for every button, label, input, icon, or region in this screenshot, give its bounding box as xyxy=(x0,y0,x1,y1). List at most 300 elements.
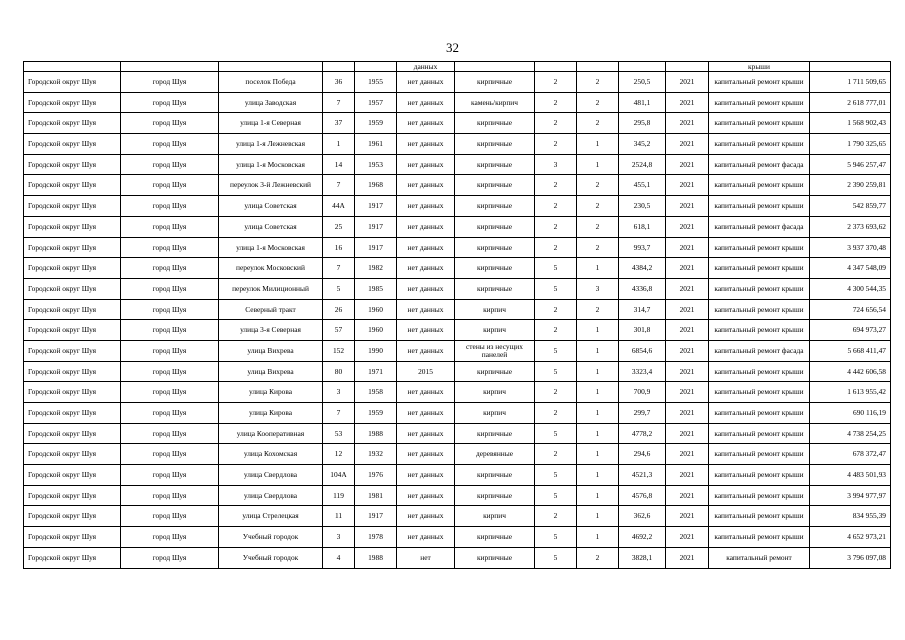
cell-house: 80 xyxy=(323,361,355,382)
cell-street: улица Советская xyxy=(219,216,323,237)
cell-street: Северный тракт xyxy=(219,299,323,320)
cell-okrug: Городской округ Шуя xyxy=(24,278,121,299)
cell-work-type: капитальный ремонт крыши xyxy=(709,506,810,527)
cell-last-repair: нет данных xyxy=(397,382,455,403)
cell-house: 57 xyxy=(323,320,355,341)
cell-entrances: 1 xyxy=(577,361,619,382)
cell-okrug: Городской округ Шуя xyxy=(24,175,121,196)
cell-street: улица Кирова xyxy=(219,403,323,424)
cell-cost: 834 955,39 xyxy=(810,506,891,527)
cell-wall-material: кирпичные xyxy=(455,361,535,382)
cell-wall-material: кирпичные xyxy=(455,216,535,237)
table-row xyxy=(24,506,891,527)
cell-cost: 1 790 325,65 xyxy=(810,134,891,155)
cell-wall-material: кирпичные xyxy=(455,154,535,175)
table-row xyxy=(24,465,891,486)
cell-street: улица Свердлова xyxy=(219,465,323,486)
cell-planned-year: 2021 xyxy=(666,299,709,320)
cell-area: 250,5 xyxy=(619,72,666,93)
cell-okrug: Городской округ Шуя xyxy=(24,320,121,341)
cell-work-type: капитальный ремонт крыши xyxy=(709,134,810,155)
cell-floors: 5 xyxy=(535,485,577,506)
cell-street: улица Советская xyxy=(219,196,323,217)
cell-okrug: Городской округ Шуя xyxy=(24,237,121,258)
cell-okrug: Городской округ Шуя xyxy=(24,216,121,237)
cell-settlement: город Шуя xyxy=(121,196,219,217)
cell-floors: 2 xyxy=(535,196,577,217)
cell-floors: 5 xyxy=(535,527,577,548)
cell-planned-year: 2021 xyxy=(666,403,709,424)
cell-work-type: капитальный ремонт крыши xyxy=(709,299,810,320)
cell-floors: 5 xyxy=(535,340,577,361)
cell-last-repair: нет данных xyxy=(397,423,455,444)
cell-planned-year: 2021 xyxy=(666,237,709,258)
cell-okrug: Городской округ Шуя xyxy=(24,465,121,486)
cell-cost: 542 859,77 xyxy=(810,196,891,217)
cell-planned-year: 2021 xyxy=(666,527,709,548)
cell-area: 4576,8 xyxy=(619,485,666,506)
cell-wall-material: кирпичные xyxy=(455,527,535,548)
cell-wall-material: стены из несущих панелей xyxy=(455,340,535,361)
cell-area: 362,6 xyxy=(619,506,666,527)
cell-work-type: капитальный ремонт крыши xyxy=(709,382,810,403)
cell-planned-year: 2021 xyxy=(666,92,709,113)
cell-planned-year: 2021 xyxy=(666,382,709,403)
cell-floors: 2 xyxy=(535,444,577,465)
cell-floors: 5 xyxy=(535,465,577,486)
cell-settlement: город Шуя xyxy=(121,278,219,299)
table-row xyxy=(24,382,891,403)
cell-planned-year: 2021 xyxy=(666,485,709,506)
cell-entrances: 2 xyxy=(577,113,619,134)
cell-settlement: город Шуя xyxy=(121,134,219,155)
cell-year-built: 1917 xyxy=(355,506,397,527)
cell-floors: 5 xyxy=(535,361,577,382)
cell-entrances: 1 xyxy=(577,258,619,279)
cell-settlement: город Шуя xyxy=(121,444,219,465)
cell-street: улица Кохомская xyxy=(219,444,323,465)
cell-floors: 2 xyxy=(535,320,577,341)
cell-year-built: 1917 xyxy=(355,196,397,217)
cell-wall-material: кирпич xyxy=(455,320,535,341)
cell-planned-year: 2021 xyxy=(666,547,709,568)
table-row xyxy=(24,361,891,382)
cell-street: Учебный городок xyxy=(219,527,323,548)
cell-wall-material: кирпичные xyxy=(455,465,535,486)
table-row xyxy=(24,113,891,134)
cell-cost: 2 390 259,81 xyxy=(810,175,891,196)
cell-cost: 4 442 606,58 xyxy=(810,361,891,382)
cell-work-type: капитальный ремонт крыши xyxy=(709,196,810,217)
cell-planned-year: 2021 xyxy=(666,72,709,93)
cell-floors: 2 xyxy=(535,113,577,134)
cell-work-type: капитальный ремонт крыши xyxy=(709,278,810,299)
cell-okrug: Городской округ Шуя xyxy=(24,444,121,465)
cell-okrug: Городской округ Шуя xyxy=(24,154,121,175)
cell-area: 4336,8 xyxy=(619,278,666,299)
table-row xyxy=(24,547,891,568)
cell-settlement: город Шуя xyxy=(121,506,219,527)
cell-settlement: город Шуя xyxy=(121,547,219,568)
cell-last-repair: нет данных xyxy=(397,154,455,175)
table-row xyxy=(24,154,891,175)
table-row xyxy=(24,444,891,465)
cell-settlement: город Шуя xyxy=(121,216,219,237)
table-row xyxy=(24,72,891,93)
cell-street: улица 1-я Московская xyxy=(219,237,323,258)
continuation-row xyxy=(24,62,891,72)
cell-planned-year: 2021 xyxy=(666,175,709,196)
cell-cost: 4 738 254,25 xyxy=(810,423,891,444)
cell-work-type: капитальный ремонт крыши xyxy=(709,444,810,465)
cell-area: 455,1 xyxy=(619,175,666,196)
cell-year-built: 1961 xyxy=(355,134,397,155)
cell-house: 36 xyxy=(323,72,355,93)
cell-year-built: 1955 xyxy=(355,72,397,93)
cell-last-repair: 2015 xyxy=(397,361,455,382)
cell-last-repair: нет данных xyxy=(397,299,455,320)
cell-street: переулок Милиционный xyxy=(219,278,323,299)
cell-house: 26 xyxy=(323,299,355,320)
cell-year-built: 1976 xyxy=(355,465,397,486)
cell-settlement: город Шуя xyxy=(121,320,219,341)
cell-settlement: город Шуя xyxy=(121,382,219,403)
table-row xyxy=(24,527,891,548)
cell-year-built: 1917 xyxy=(355,237,397,258)
cell-planned-year: 2021 xyxy=(666,444,709,465)
cell-street: переулок 3-й Лежневский xyxy=(219,175,323,196)
cell-floors: 5 xyxy=(535,278,577,299)
cell-house: 14 xyxy=(323,154,355,175)
cell-planned-year: 2021 xyxy=(666,196,709,217)
cell-settlement: город Шуя xyxy=(121,340,219,361)
cell-house: 3 xyxy=(323,527,355,548)
cell-material: данных xyxy=(397,62,455,72)
cell-house: 16 xyxy=(323,237,355,258)
table-row xyxy=(24,175,891,196)
cell-wall-material: деревянные xyxy=(455,444,535,465)
cell-work-type: капитальный ремонт крыши xyxy=(709,237,810,258)
cell-cost: 694 973,27 xyxy=(810,320,891,341)
cell-year-built: 1953 xyxy=(355,154,397,175)
cell-cost: 3 994 977,97 xyxy=(810,485,891,506)
cell-street: улица Вихрева xyxy=(219,361,323,382)
cell-area: 294,6 xyxy=(619,444,666,465)
cell-entrances: 1 xyxy=(577,403,619,424)
cell-planned-year: 2021 xyxy=(666,278,709,299)
cell-settlement: город Шуя xyxy=(121,113,219,134)
cell-cost: 1 613 955,42 xyxy=(810,382,891,403)
cell-area: 3828,1 xyxy=(619,547,666,568)
cell-house: 44А xyxy=(323,196,355,217)
cell-year-built: 1971 xyxy=(355,361,397,382)
cell-area: 4384,2 xyxy=(619,258,666,279)
cell-area: 4692,2 xyxy=(619,527,666,548)
cell-okrug: Городской округ Шуя xyxy=(24,113,121,134)
cell-area: 993,7 xyxy=(619,237,666,258)
cell-settlement: город Шуя xyxy=(121,72,219,93)
table-row xyxy=(24,134,891,155)
cell-planned-year: 2021 xyxy=(666,465,709,486)
cell-house: 7 xyxy=(323,92,355,113)
cell-entrances: 2 xyxy=(577,547,619,568)
cell-last-repair: нет данных xyxy=(397,216,455,237)
cell-last-repair: нет данных xyxy=(397,175,455,196)
table-row xyxy=(24,423,891,444)
cell-cost: 4 300 544,35 xyxy=(810,278,891,299)
cell-floors: 2 xyxy=(535,72,577,93)
cell-year-built: 1988 xyxy=(355,423,397,444)
cell-house: 37 xyxy=(323,113,355,134)
cell-floors: 2 xyxy=(535,403,577,424)
cell-area: 301,8 xyxy=(619,320,666,341)
cell-cost: 724 656,54 xyxy=(810,299,891,320)
cell-work-type: капитальный ремонт крыши xyxy=(709,258,810,279)
cell-cost: 1 711 509,65 xyxy=(810,72,891,93)
cell-okrug: Городской округ Шуя xyxy=(24,340,121,361)
cell-floors: 2 xyxy=(535,175,577,196)
table-row xyxy=(24,320,891,341)
cell-planned-year: 2021 xyxy=(666,216,709,237)
cell-house: 7 xyxy=(323,403,355,424)
cell-house: 25 xyxy=(323,216,355,237)
cell-floors: 2 xyxy=(535,299,577,320)
cell-cost: 5 946 257,47 xyxy=(810,154,891,175)
cell-settlement: город Шуя xyxy=(121,175,219,196)
cell-street: переулок Московский xyxy=(219,258,323,279)
cell-street: улица Заводская xyxy=(219,92,323,113)
cell-entrances: 1 xyxy=(577,340,619,361)
cell-entrances: 3 xyxy=(577,278,619,299)
cell-house: 152 xyxy=(323,340,355,361)
cell-last-repair: нет данных xyxy=(397,320,455,341)
cell-wall-material: кирпичные xyxy=(455,278,535,299)
cell-wall-material: кирпич xyxy=(455,299,535,320)
cell-cost: 4 483 501,93 xyxy=(810,465,891,486)
cell-entrances: 1 xyxy=(577,465,619,486)
cell-floors: 5 xyxy=(535,547,577,568)
cell-last-repair: нет данных xyxy=(397,72,455,93)
cell-year-built: 1917 xyxy=(355,216,397,237)
cell-okrug: Городской округ Шуя xyxy=(24,382,121,403)
cell-year-built: 1932 xyxy=(355,444,397,465)
cell-year-built: 1958 xyxy=(355,382,397,403)
cell-year-built: 1978 xyxy=(355,527,397,548)
cell-okrug: Городской округ Шуя xyxy=(24,527,121,548)
cell-settlement: город Шуя xyxy=(121,258,219,279)
cell-wall-material: кирпичные xyxy=(455,485,535,506)
cell-floors: 5 xyxy=(535,258,577,279)
cell-entrances: 2 xyxy=(577,299,619,320)
cell-wall-material: кирпич xyxy=(455,403,535,424)
cell-cost: 2 373 693,62 xyxy=(810,216,891,237)
cell-year-built: 1985 xyxy=(355,278,397,299)
cell-last-repair: нет данных xyxy=(397,196,455,217)
cell-area: 295,8 xyxy=(619,113,666,134)
cell-floors: 2 xyxy=(535,506,577,527)
cell-work-type: капитальный ремонт крыши xyxy=(709,423,810,444)
cell-entrances: 1 xyxy=(577,485,619,506)
cell-entrances: 2 xyxy=(577,175,619,196)
cell-wall-material: кирпичные xyxy=(455,237,535,258)
cell-okrug: Городской округ Шуя xyxy=(24,72,121,93)
cell-entrances: 1 xyxy=(577,154,619,175)
cell-settlement: город Шуя xyxy=(121,423,219,444)
cell-last-repair: нет xyxy=(397,547,455,568)
cell-wall-material: кирпичные xyxy=(455,258,535,279)
cell-okrug: Городской округ Шуя xyxy=(24,403,121,424)
cell-floors: 2 xyxy=(535,382,577,403)
cell-planned-year: 2021 xyxy=(666,134,709,155)
cell-floors: 2 xyxy=(535,134,577,155)
cell-area: 3323,4 xyxy=(619,361,666,382)
cell-okrug: Городской округ Шуя xyxy=(24,92,121,113)
cell-cost: 690 116,19 xyxy=(810,403,891,424)
cell-street: улица 1-я Московская xyxy=(219,154,323,175)
cell-year-built: 1968 xyxy=(355,175,397,196)
cell-last-repair: нет данных xyxy=(397,527,455,548)
cell-okrug: Городской округ Шуя xyxy=(24,423,121,444)
cell-house: 12 xyxy=(323,444,355,465)
cell-work-type: капитальный ремонт фасада xyxy=(709,154,810,175)
cell-work-type: капитальный ремонт крыши xyxy=(709,361,810,382)
cell-planned-year: 2021 xyxy=(666,154,709,175)
cell-street: улица Кооперативная xyxy=(219,423,323,444)
cell-okrug: Городской округ Шуя xyxy=(24,506,121,527)
cell-settlement: город Шуя xyxy=(121,154,219,175)
cell-area: 481,1 xyxy=(619,92,666,113)
cell-last-repair: нет данных xyxy=(397,403,455,424)
cell-okrug: Городской округ Шуя xyxy=(24,485,121,506)
cell-planned-year: 2021 xyxy=(666,423,709,444)
cell-area: 700,9 xyxy=(619,382,666,403)
table-row xyxy=(24,216,891,237)
cell-cost: 2 618 777,01 xyxy=(810,92,891,113)
cell-entrances: 1 xyxy=(577,444,619,465)
cell-area: 618,1 xyxy=(619,216,666,237)
cell-work-type: капитальный ремонт крыши xyxy=(709,485,810,506)
cell-wall-material: кирпичные xyxy=(455,175,535,196)
cell-last-repair: нет данных xyxy=(397,444,455,465)
cell-wall-material: кирпич xyxy=(455,382,535,403)
cell-okrug: Городской округ Шуя xyxy=(24,361,121,382)
cell-area: 6854,6 xyxy=(619,340,666,361)
cell-last-repair: нет данных xyxy=(397,237,455,258)
cell-street: улица Стрелецкая xyxy=(219,506,323,527)
cell-house: 119 xyxy=(323,485,355,506)
cell-entrances: 2 xyxy=(577,92,619,113)
cell-street: улица 1-я Северная xyxy=(219,113,323,134)
page-number: 32 xyxy=(446,40,459,55)
cell-settlement: город Шуя xyxy=(121,465,219,486)
cell-last-repair: нет данных xyxy=(397,278,455,299)
cell-last-repair: нет данных xyxy=(397,465,455,486)
cell-street: улица 1-я Лежневская xyxy=(219,134,323,155)
cell-entrances: 1 xyxy=(577,320,619,341)
cell-last-repair: нет данных xyxy=(397,113,455,134)
cell-cost: 3 937 370,48 xyxy=(810,237,891,258)
cell-settlement: город Шуя xyxy=(121,237,219,258)
cell-last-repair: нет данных xyxy=(397,485,455,506)
cell-settlement: город Шуя xyxy=(121,299,219,320)
cell-house: 3 xyxy=(323,382,355,403)
table-row xyxy=(24,403,891,424)
cell-house: 7 xyxy=(323,258,355,279)
cell-year-built: 1959 xyxy=(355,113,397,134)
cell-last-repair: нет данных xyxy=(397,258,455,279)
cell-work-type: капитальный ремонт xyxy=(709,547,810,568)
cell-street: поселок Победа xyxy=(219,72,323,93)
table-row xyxy=(24,258,891,279)
cell-area: 345,2 xyxy=(619,134,666,155)
cell-area: 314,7 xyxy=(619,299,666,320)
cell-area: 230,5 xyxy=(619,196,666,217)
cell-year-built: 1988 xyxy=(355,547,397,568)
cell-work-type: капитальный ремонт крыши xyxy=(709,113,810,134)
cell-house: 4 xyxy=(323,547,355,568)
cell-street: улица Вихрева xyxy=(219,340,323,361)
cell-house: 53 xyxy=(323,423,355,444)
cell-work-type: капитальный ремонт крыши xyxy=(709,72,810,93)
cell-work-type: капитальный ремонт крыши xyxy=(709,92,810,113)
cell-cost: 3 796 097,08 xyxy=(810,547,891,568)
cell-last-repair: нет данных xyxy=(397,340,455,361)
cell-house: 5 xyxy=(323,278,355,299)
cell-entrances: 2 xyxy=(577,196,619,217)
cell-year-built: 1957 xyxy=(355,92,397,113)
cell-last-repair: нет данных xyxy=(397,506,455,527)
cell-work-type: капитальный ремонт крыши xyxy=(709,465,810,486)
cell-work-type: капитальный ремонт фасада xyxy=(709,216,810,237)
cell-cost: 678 372,47 xyxy=(810,444,891,465)
cell-area: 4778,2 xyxy=(619,423,666,444)
table-row xyxy=(24,299,891,320)
cell-planned-year: 2021 xyxy=(666,258,709,279)
cell-house: 7 xyxy=(323,175,355,196)
cell-cost: 4 652 973,21 xyxy=(810,527,891,548)
cell-work: крыши xyxy=(709,62,810,72)
cell-year-built: 1981 xyxy=(355,485,397,506)
cell-wall-material: камень/кирпич xyxy=(455,92,535,113)
cell-entrances: 2 xyxy=(577,237,619,258)
cell-wall-material: кирпичные xyxy=(455,196,535,217)
cell-okrug: Городской округ Шуя xyxy=(24,196,121,217)
table-row xyxy=(24,92,891,113)
cell-work-type: капитальный ремонт крыши xyxy=(709,527,810,548)
cell-floors: 3 xyxy=(535,154,577,175)
cell-wall-material: кирпич xyxy=(455,506,535,527)
cell-area: 2524,8 xyxy=(619,154,666,175)
cell-wall-material: кирпичные xyxy=(455,113,535,134)
cell-floors: 2 xyxy=(535,92,577,113)
cell-cost: 1 568 902,43 xyxy=(810,113,891,134)
cell-last-repair: нет данных xyxy=(397,92,455,113)
housing-repair-table xyxy=(23,61,891,569)
cell-street: Учебный городок xyxy=(219,547,323,568)
cell-wall-material: кирпичные xyxy=(455,423,535,444)
cell-planned-year: 2021 xyxy=(666,506,709,527)
cell-cost: 5 668 411,47 xyxy=(810,340,891,361)
cell-planned-year: 2021 xyxy=(666,361,709,382)
table-row xyxy=(24,340,891,361)
cell-entrances: 1 xyxy=(577,506,619,527)
cell-entrances: 1 xyxy=(577,382,619,403)
cell-year-built: 1960 xyxy=(355,320,397,341)
cell-okrug: Городской округ Шуя xyxy=(24,299,121,320)
table-row xyxy=(24,278,891,299)
cell-okrug: Городской округ Шуя xyxy=(24,258,121,279)
cell-area: 4521,3 xyxy=(619,465,666,486)
